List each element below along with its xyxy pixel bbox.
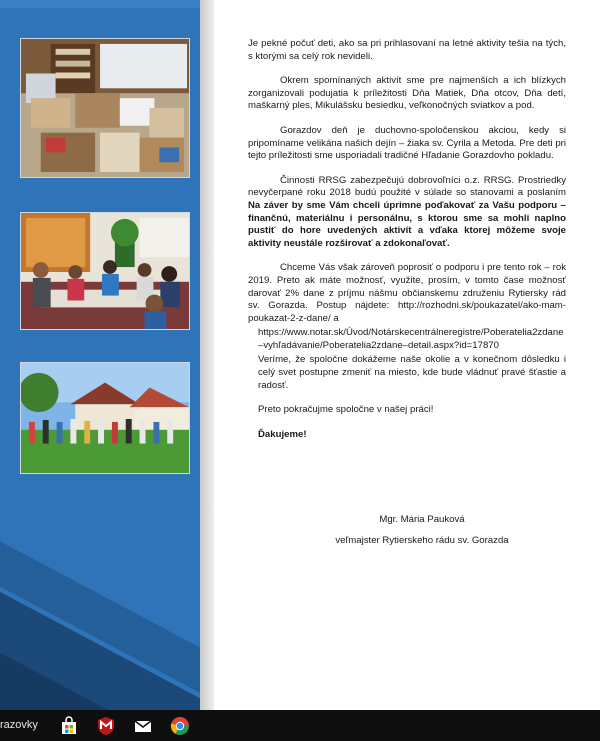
paragraph-hope: Veríme, že spoločne dokážeme naše okolie a v konečnom dôsledku i celý svet postupne zmeniť na miesto, kde bude vládnuť pravé šťastie a radosť. — [258, 354, 566, 391]
signature-name: Mgr. Mária Pauková — [379, 514, 465, 525]
sidebar-panel — [0, 0, 200, 710]
taskbar — [0, 710, 600, 741]
letter-body — [248, 38, 566, 453]
paragraph-request: Chceme Vás však zároveň poprosiť o podporu i pre tento rok – rok 2019. Preto ak máte možnosť, využite, prosím, v tomto čase možnosť darovať 2% dane z príjmu nášmu občianskemu združeniu Rytiersky rád sv. Gorazda. Postup nájdete: http://rozhodni.sk/poukazatel/ako-mam-poukazat-2-z-dane/ a — [248, 262, 566, 324]
paragraph-thanks — [248, 175, 566, 251]
signature-role: veľmajster Rytierskeho rádu sv. Gorazda — [335, 535, 509, 546]
notar-link[interactable]: https://www.notar.sk/Úvod/Notárskecentrálneregistre/Poberatelia2zdane–vyhľadávanie/Poberatelia2zdane–detail.aspx?id=17870 — [258, 327, 564, 351]
thanks-line: Ďakujeme! — [258, 428, 307, 440]
paragraph-thanks-normal: Činnosti RRSG zabezpečujú dobrovoľníci o.z. RRSG. Prostriedky nevyčerpané roku 2018 budú použité v súlade so stanovami a poslaním — [248, 174, 566, 199]
photo-donations — [20, 38, 190, 178]
page-gutter — [200, 0, 214, 710]
sidebar-top-strip — [0, 0, 200, 8]
paragraph-continue: Preto pokračujme spoločne v našej práci! — [258, 404, 434, 416]
signature — [248, 514, 566, 546]
mail-icon[interactable] — [132, 715, 154, 737]
store-icon[interactable] — [58, 715, 80, 737]
paragraph-events: Okrem spomínaných aktivít sme pre najmenších a ich blízkych zorganizovali podujatia k príležitosti Dňa Matiek, Dňa otcov, Dňa detí, maškarný ples, Mikulášsku besiedku, veľkonočných sviatkov a pod. — [248, 75, 566, 112]
photo-children-table — [20, 212, 190, 330]
paragraph-thanks-bold: Na záver by sme Vám chceli úprimne poďakovať za Vašu podporu – finančnú, materiálnu i personálnu, s ktorou sme sa mohli naplno pustiť do hore uvedených aktivít a vďaka ktorej môžeme svoje aktivity neustále rozširovať a zdokonaľovať. — [248, 199, 566, 249]
paragraph-intro: Je pekné počuť deti, ako sa pri prihlasovaní na letné aktivity tešia na tých, s ktorými sa celý rok nevideli. — [248, 38, 566, 62]
taskbar-label[interactable]: razovky — [0, 719, 38, 731]
paragraph-gorazd-day: Gorazdov deň je duchovno-spoločenskou akciou, kedy si pripomíname velikána našich dejín – žiaka sv. Cyrila a Metoda. Pre deti pri tejto príležitosti sme usporiadali tradičné Hľadanie Gorazdovho pokladu. — [248, 124, 566, 162]
photo-outdoor-group — [20, 362, 190, 474]
mcafee-icon[interactable] — [95, 715, 117, 737]
chrome-icon[interactable] — [169, 715, 191, 737]
